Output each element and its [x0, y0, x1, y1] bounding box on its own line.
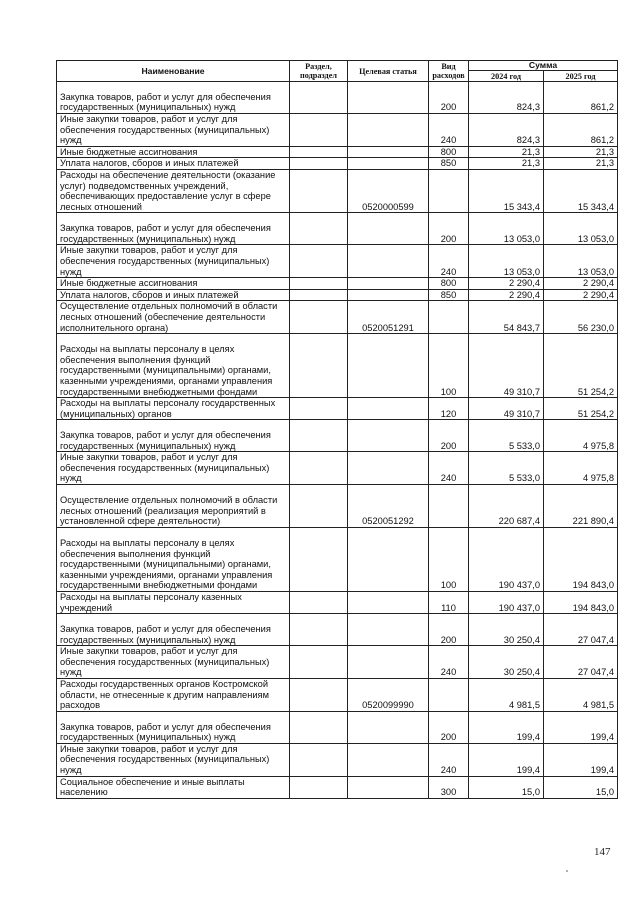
table-row [57, 646, 618, 679]
cell-sum-2025: 13 053,0 [544, 213, 618, 245]
cell-sum-2024: 199,4 [469, 743, 544, 776]
table-row [57, 301, 618, 334]
cell-article [348, 289, 429, 301]
table-row [57, 289, 618, 301]
cell-name: Иные закупки товаров, работ и услуг для обеспечения государственных (муниципальных) нужд [57, 646, 290, 679]
table-row [57, 528, 618, 592]
cell-article: 0520000599 [348, 169, 429, 212]
cell-article: 0520051292 [348, 485, 429, 528]
cell-sum-2025: 13 053,0 [544, 245, 618, 278]
table-row [57, 485, 618, 528]
cell-sum-2025: 194 843,0 [544, 592, 618, 614]
cell-sum-2025: 194 843,0 [544, 528, 618, 592]
cell-name: Расходы государственных органов Костромской области, не отнесенные к другим направлениям расходов [57, 679, 290, 712]
cell-sum-2024: 2 290,4 [469, 289, 544, 301]
cell-section [290, 679, 348, 712]
header-name: Наименование [57, 61, 290, 82]
cell-article [348, 213, 429, 245]
cell-name: Расходы на выплаты персоналу в целях обеспечения выполнения функций государственными (муниципальными) органами, казенными учреждениями, органами управления государственными внебюджетными фондами [57, 528, 290, 592]
table-row [57, 614, 618, 646]
cell-sum-2024: 5 533,0 [469, 420, 544, 452]
header-expense-type: Вид расходов [429, 61, 469, 82]
cell-sum-2024: 220 687,4 [469, 485, 544, 528]
header-year-2025: 2025 год [544, 71, 618, 82]
cell-sum-2024: 190 437,0 [469, 592, 544, 614]
budget-table [56, 60, 618, 799]
cell-expense-type: 200 [429, 213, 469, 245]
cell-sum-2024: 21,3 [469, 146, 544, 158]
header-sum: Сумма [469, 61, 618, 71]
cell-section [290, 114, 348, 147]
cell-sum-2025: 15,0 [544, 776, 618, 798]
cell-section [290, 146, 348, 158]
cell-article [348, 158, 429, 170]
table-row [57, 398, 618, 420]
cell-expense-type: 200 [429, 711, 469, 743]
cell-expense-type: 200 [429, 614, 469, 646]
cell-sum-2025: 21,3 [544, 146, 618, 158]
cell-sum-2024: 15 343,4 [469, 169, 544, 212]
cell-section [290, 169, 348, 212]
cell-sum-2024: 13 053,0 [469, 245, 544, 278]
cell-article [348, 528, 429, 592]
cell-name: Иные закупки товаров, работ и услуг для обеспечения государственных (муниципальных) нужд [57, 245, 290, 278]
table-row [57, 776, 618, 798]
table-row [57, 213, 618, 245]
header-section: Раздел, подраздел [290, 61, 348, 82]
table-row [57, 146, 618, 158]
page-number: 147 [594, 846, 611, 858]
table-row [57, 82, 618, 114]
cell-article [348, 278, 429, 290]
cell-sum-2025: 861,2 [544, 82, 618, 114]
cell-article: 0520051291 [348, 301, 429, 334]
cell-name: Расходы на обеспечение деятельности (оказание услуг) подведомственных учреждений, обеспечивающих предоставление услуг в сфере лесных отношений [57, 169, 290, 212]
cell-article [348, 592, 429, 614]
cell-section [290, 398, 348, 420]
cell-section [290, 245, 348, 278]
cell-sum-2025: 2 290,4 [544, 289, 618, 301]
cell-expense-type: 240 [429, 743, 469, 776]
cell-sum-2025: 56 230,0 [544, 301, 618, 334]
cell-sum-2024: 13 053,0 [469, 213, 544, 245]
cell-name: Закупка товаров, работ и услуг для обеспечения государственных (муниципальных) нужд [57, 614, 290, 646]
cell-sum-2024: 15,0 [469, 776, 544, 798]
cell-sum-2025: 199,4 [544, 711, 618, 743]
table-row [57, 114, 618, 147]
cell-name: Закупка товаров, работ и услуг для обеспечения государственных (муниципальных) нужд [57, 213, 290, 245]
cell-sum-2024: 5 533,0 [469, 452, 544, 485]
cell-section [290, 528, 348, 592]
cell-article [348, 614, 429, 646]
cell-sum-2025: 15 343,4 [544, 169, 618, 212]
cell-expense-type [429, 169, 469, 212]
cell-expense-type: 800 [429, 146, 469, 158]
cell-sum-2024: 190 437,0 [469, 528, 544, 592]
cell-sum-2025: 27 047,4 [544, 614, 618, 646]
header-article: Целевая статья [348, 61, 429, 82]
cell-expense-type: 100 [429, 334, 469, 398]
cell-name: Расходы на выплаты персоналу государственных (муниципальных) органов [57, 398, 290, 420]
cell-article [348, 398, 429, 420]
cell-name: Иные закупки товаров, работ и услуг для обеспечения государственных (муниципальных) нужд [57, 743, 290, 776]
table-row [57, 420, 618, 452]
cell-expense-type: 850 [429, 289, 469, 301]
cell-sum-2025: 27 047,4 [544, 646, 618, 679]
cell-sum-2024: 49 310,7 [469, 334, 544, 398]
cell-section [290, 278, 348, 290]
cell-sum-2025: 51 254,2 [544, 334, 618, 398]
cell-expense-type: 240 [429, 245, 469, 278]
cell-article [348, 245, 429, 278]
cell-name: Закупка товаров, работ и услуг для обеспечения государственных (муниципальных) нужд [57, 711, 290, 743]
cell-section [290, 82, 348, 114]
cell-article [348, 646, 429, 679]
cell-article [348, 452, 429, 485]
cell-article [348, 420, 429, 452]
cell-section [290, 614, 348, 646]
table-row [57, 711, 618, 743]
cell-expense-type: 240 [429, 646, 469, 679]
cell-article [348, 114, 429, 147]
cell-section [290, 420, 348, 452]
cell-section [290, 646, 348, 679]
cell-name: Расходы на выплаты персоналу казенных учреждений [57, 592, 290, 614]
cell-expense-type: 200 [429, 82, 469, 114]
cell-sum-2024: 2 290,4 [469, 278, 544, 290]
cell-sum-2025: 4 975,8 [544, 452, 618, 485]
cell-expense-type [429, 485, 469, 528]
table-row [57, 743, 618, 776]
header-year-2024: 2024 год [469, 71, 544, 82]
table-row [57, 334, 618, 398]
cell-name: Закупка товаров, работ и услуг для обеспечения государственных (муниципальных) нужд [57, 420, 290, 452]
cell-sum-2024: 824,3 [469, 82, 544, 114]
cell-section [290, 592, 348, 614]
cell-section [290, 776, 348, 798]
cell-article [348, 82, 429, 114]
cell-sum-2024: 30 250,4 [469, 646, 544, 679]
cell-name: Уплата налогов, сборов и иных платежей [57, 289, 290, 301]
cell-section [290, 743, 348, 776]
cell-name: Иные бюджетные ассигнования [57, 278, 290, 290]
cell-article [348, 776, 429, 798]
cell-name: Социальное обеспечение и иные выплаты населению [57, 776, 290, 798]
cell-sum-2025: 4 975,8 [544, 420, 618, 452]
cell-name: Осуществление отдельных полномочий в области лесных отношений (обеспечение деятельности исполнительного органа) [57, 301, 290, 334]
cell-section [290, 158, 348, 170]
cell-sum-2025: 199,4 [544, 743, 618, 776]
cell-section [290, 213, 348, 245]
cell-sum-2024: 199,4 [469, 711, 544, 743]
cell-sum-2024: 21,3 [469, 158, 544, 170]
table-row [57, 169, 618, 212]
cell-sum-2025: 51 254,2 [544, 398, 618, 420]
cell-section [290, 289, 348, 301]
table-row [57, 592, 618, 614]
cell-expense-type: 850 [429, 158, 469, 170]
cell-name: Расходы на выплаты персоналу в целях обеспечения выполнения функций государственными (муниципальными) органами, казенными учреждениями, органами управления государственными внебюджетными фондами [57, 334, 290, 398]
cell-expense-type: 110 [429, 592, 469, 614]
cell-article [348, 743, 429, 776]
cell-section [290, 334, 348, 398]
scan-speck [566, 870, 568, 872]
cell-name: Уплата налогов, сборов и иных платежей [57, 158, 290, 170]
cell-name: Иные закупки товаров, работ и услуг для обеспечения государственных (муниципальных) нужд [57, 452, 290, 485]
cell-expense-type: 800 [429, 278, 469, 290]
cell-name: Закупка товаров, работ и услуг для обеспечения государственных (муниципальных) нужд [57, 82, 290, 114]
cell-section [290, 711, 348, 743]
cell-sum-2024: 30 250,4 [469, 614, 544, 646]
cell-section [290, 452, 348, 485]
table-row [57, 452, 618, 485]
table-row [57, 679, 618, 712]
cell-expense-type: 240 [429, 114, 469, 147]
cell-sum-2024: 4 981,5 [469, 679, 544, 712]
cell-expense-type [429, 679, 469, 712]
cell-sum-2025: 861,2 [544, 114, 618, 147]
cell-sum-2025: 4 981,5 [544, 679, 618, 712]
cell-sum-2024: 824,3 [469, 114, 544, 147]
table-body [57, 82, 618, 799]
cell-sum-2025: 221 890,4 [544, 485, 618, 528]
cell-sum-2024: 54 843,7 [469, 301, 544, 334]
cell-sum-2025: 21,3 [544, 158, 618, 170]
cell-section [290, 485, 348, 528]
cell-article: 0520099990 [348, 679, 429, 712]
cell-expense-type: 120 [429, 398, 469, 420]
cell-article [348, 334, 429, 398]
cell-expense-type: 100 [429, 528, 469, 592]
cell-expense-type: 300 [429, 776, 469, 798]
table-row [57, 245, 618, 278]
cell-expense-type [429, 301, 469, 334]
table-row [57, 278, 618, 290]
cell-section [290, 301, 348, 334]
cell-sum-2024: 49 310,7 [469, 398, 544, 420]
table-row [57, 158, 618, 170]
cell-sum-2025: 2 290,4 [544, 278, 618, 290]
cell-name: Осуществление отдельных полномочий в области лесных отношений (реализация мероприятий в установленной сфере деятельности) [57, 485, 290, 528]
cell-name: Иные бюджетные ассигнования [57, 146, 290, 158]
cell-article [348, 146, 429, 158]
cell-article [348, 711, 429, 743]
cell-expense-type: 200 [429, 420, 469, 452]
cell-expense-type: 240 [429, 452, 469, 485]
cell-name: Иные закупки товаров, работ и услуг для обеспечения государственных (муниципальных) нужд [57, 114, 290, 147]
budget-table-sheet [56, 60, 617, 799]
